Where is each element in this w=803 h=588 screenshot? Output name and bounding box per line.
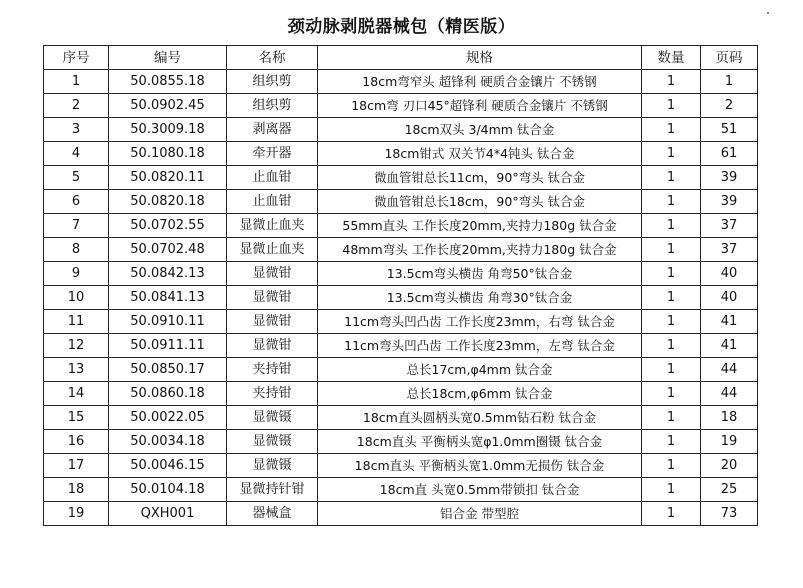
- cell-spec: 微血管钳总长11cm，90°弯头 钛合金: [318, 166, 642, 190]
- cell-index: 3: [44, 118, 109, 142]
- cell-name: 显微止血夹: [227, 214, 318, 238]
- cell-index: 4: [44, 142, 109, 166]
- cell-quantity: 1: [642, 334, 701, 358]
- cell-page: 39: [701, 166, 758, 190]
- cell-index: 15: [44, 406, 109, 430]
- cell-spec: 微血管钳总长18cm，90°弯头 钛合金: [318, 190, 642, 214]
- cell-name: 显微镊: [227, 454, 318, 478]
- cell-index: 2: [44, 94, 109, 118]
- column-header-name: 名称: [227, 46, 318, 70]
- cell-code: 50.0860.18: [109, 382, 227, 406]
- table-row: [44, 70, 758, 94]
- column-header-code: 编号: [109, 46, 227, 70]
- table-row: [44, 262, 758, 286]
- cell-code: 50.0034.18: [109, 430, 227, 454]
- cell-quantity: 1: [642, 214, 701, 238]
- cell-spec: 55mm直头 工作长度20mm,夹持力180g 钛合金: [318, 214, 642, 238]
- cell-index: 9: [44, 262, 109, 286]
- cell-spec: 总长18cm,φ6mm 钛合金: [318, 382, 642, 406]
- cell-quantity: 1: [642, 142, 701, 166]
- cell-quantity: 1: [642, 190, 701, 214]
- cell-spec: 11cm弯头凹凸齿 工作长度23mm，右弯 钛合金: [318, 310, 642, 334]
- cell-quantity: 1: [642, 406, 701, 430]
- table-row: [44, 238, 758, 262]
- table-row: [44, 454, 758, 478]
- cell-name: 止血钳: [227, 166, 318, 190]
- cell-spec: 18cm弯窄头 超锋利 硬质合金镶片 不锈钢: [318, 70, 642, 94]
- cell-page: 44: [701, 358, 758, 382]
- table-row: [44, 406, 758, 430]
- cell-spec: 总长17cm,φ4mm 钛合金: [318, 358, 642, 382]
- cell-code: 50.0902.45: [109, 94, 227, 118]
- cell-quantity: 1: [642, 166, 701, 190]
- cell-quantity: 1: [642, 454, 701, 478]
- cell-quantity: 1: [642, 382, 701, 406]
- cell-index: 8: [44, 238, 109, 262]
- cell-code: 50.0046.15: [109, 454, 227, 478]
- cell-name: 显微止血夹: [227, 238, 318, 262]
- cell-code: 50.0841.13: [109, 286, 227, 310]
- table-row: [44, 94, 758, 118]
- cell-name: 组织剪: [227, 70, 318, 94]
- cell-code: 50.0910.11: [109, 310, 227, 334]
- cell-index: 11: [44, 310, 109, 334]
- table-row: [44, 478, 758, 502]
- cell-quantity: 1: [642, 430, 701, 454]
- cell-name: 显微钳: [227, 286, 318, 310]
- cell-spec: 13.5cm弯头横齿 角弯50°钛合金: [318, 262, 642, 286]
- cell-name: 止血钳: [227, 190, 318, 214]
- cell-code: 50.0850.17: [109, 358, 227, 382]
- cell-code: 50.0702.48: [109, 238, 227, 262]
- cell-quantity: 1: [642, 70, 701, 94]
- cell-name: 显微镊: [227, 406, 318, 430]
- cell-index: 19: [44, 502, 109, 526]
- cell-code: 50.0820.11: [109, 166, 227, 190]
- cell-code: 50.3009.18: [109, 118, 227, 142]
- cell-spec: 48mm弯头 工作长度20mm,夹持力180g 钛合金: [318, 238, 642, 262]
- cell-page: 2: [701, 94, 758, 118]
- cell-page: 40: [701, 286, 758, 310]
- cell-index: 6: [44, 190, 109, 214]
- cell-page: 37: [701, 214, 758, 238]
- cell-page: 39: [701, 190, 758, 214]
- cell-code: 50.0842.13: [109, 262, 227, 286]
- table-row: [44, 430, 758, 454]
- cell-name: 剥离器: [227, 118, 318, 142]
- cell-quantity: 1: [642, 262, 701, 286]
- cell-page: 20: [701, 454, 758, 478]
- table-row: [44, 334, 758, 358]
- cell-index: 17: [44, 454, 109, 478]
- cell-spec: 18cm双头 3/4mm 钛合金: [318, 118, 642, 142]
- cell-spec: 18cm直头 平衡柄头宽φ1.0mm圈镊 钛合金: [318, 430, 642, 454]
- cell-name: 牵开器: [227, 142, 318, 166]
- cell-index: 1: [44, 70, 109, 94]
- table-row: [44, 310, 758, 334]
- table-row: [44, 166, 758, 190]
- cell-index: 13: [44, 358, 109, 382]
- cell-page: 73: [701, 502, 758, 526]
- cell-code: 50.1080.18: [109, 142, 227, 166]
- cell-index: 12: [44, 334, 109, 358]
- column-header-spec: 规格: [318, 46, 642, 70]
- table-header-row: [44, 46, 758, 70]
- cell-page: 61: [701, 142, 758, 166]
- cell-name: 夹持钳: [227, 382, 318, 406]
- cell-name: 显微钳: [227, 334, 318, 358]
- cell-spec: 18cm钳式 双关节4*4钝头 钛合金: [318, 142, 642, 166]
- cell-name: 夹持钳: [227, 358, 318, 382]
- column-header-index: 序号: [44, 46, 109, 70]
- cell-quantity: 1: [642, 310, 701, 334]
- cell-index: 14: [44, 382, 109, 406]
- document-title: 颈动脉剥脱器械包（精医版）: [287, 17, 516, 37]
- cell-spec: 11cm弯头凹凸齿 工作长度23mm，左弯 钛合金: [318, 334, 642, 358]
- cell-name: 组织剪: [227, 94, 318, 118]
- cell-code: 50.0820.18: [109, 190, 227, 214]
- cell-code: 50.0104.18: [109, 478, 227, 502]
- cell-page: 44: [701, 382, 758, 406]
- cell-code: 50.0702.55: [109, 214, 227, 238]
- cell-page: 37: [701, 238, 758, 262]
- cell-quantity: 1: [642, 118, 701, 142]
- table-row: [44, 286, 758, 310]
- column-header-quantity: 数量: [642, 46, 701, 70]
- table-row: [44, 214, 758, 238]
- cell-code: 50.0022.05: [109, 406, 227, 430]
- cell-page: 40: [701, 262, 758, 286]
- cell-index: 16: [44, 430, 109, 454]
- column-header-page: 页码: [701, 46, 758, 70]
- instrument-table: [43, 45, 758, 526]
- table-row: [44, 358, 758, 382]
- cell-quantity: 1: [642, 286, 701, 310]
- cell-page: 18: [701, 406, 758, 430]
- cell-name: 显微钳: [227, 310, 318, 334]
- table-row: [44, 118, 758, 142]
- cell-index: 18: [44, 478, 109, 502]
- cell-page: 51: [701, 118, 758, 142]
- cell-page: 19: [701, 430, 758, 454]
- cell-index: 5: [44, 166, 109, 190]
- cell-spec: 13.5cm弯头横齿 角弯30°钛合金: [318, 286, 642, 310]
- cell-code: QXH001: [109, 502, 227, 526]
- cell-name: 器械盒: [227, 502, 318, 526]
- table-row: [44, 502, 758, 526]
- cell-quantity: 1: [642, 502, 701, 526]
- cell-spec: 铝合金 带型腔: [318, 502, 642, 526]
- cell-quantity: 1: [642, 94, 701, 118]
- cell-code: 50.0911.11: [109, 334, 227, 358]
- cell-quantity: 1: [642, 358, 701, 382]
- cell-spec: 18cm直头 平衡柄头宽1.0mm无损伤 钛合金: [318, 454, 642, 478]
- cell-quantity: 1: [642, 478, 701, 502]
- cell-name: 显微钳: [227, 262, 318, 286]
- cell-index: 10: [44, 286, 109, 310]
- cell-page: 41: [701, 310, 758, 334]
- cell-index: 7: [44, 214, 109, 238]
- table-row: [44, 190, 758, 214]
- cell-spec: 18cm直 头宽0.5mm带锁扣 钛合金: [318, 478, 642, 502]
- table-row: [44, 382, 758, 406]
- table-row: [44, 142, 758, 166]
- cell-page: 25: [701, 478, 758, 502]
- cell-name: 显微持针钳: [227, 478, 318, 502]
- cell-spec: 18cm直头圆柄头宽0.5mm钻石粉 钛合金: [318, 406, 642, 430]
- cell-page: 41: [701, 334, 758, 358]
- cell-code: 50.0855.18: [109, 70, 227, 94]
- table-body: [44, 70, 758, 526]
- cell-quantity: 1: [642, 238, 701, 262]
- cell-spec: 18cm弯 刃口45°超锋利 硬质合金镶片 不锈钢: [318, 94, 642, 118]
- cell-name: 显微镊: [227, 430, 318, 454]
- scan-dot: [767, 12, 769, 14]
- cell-page: 1: [701, 70, 758, 94]
